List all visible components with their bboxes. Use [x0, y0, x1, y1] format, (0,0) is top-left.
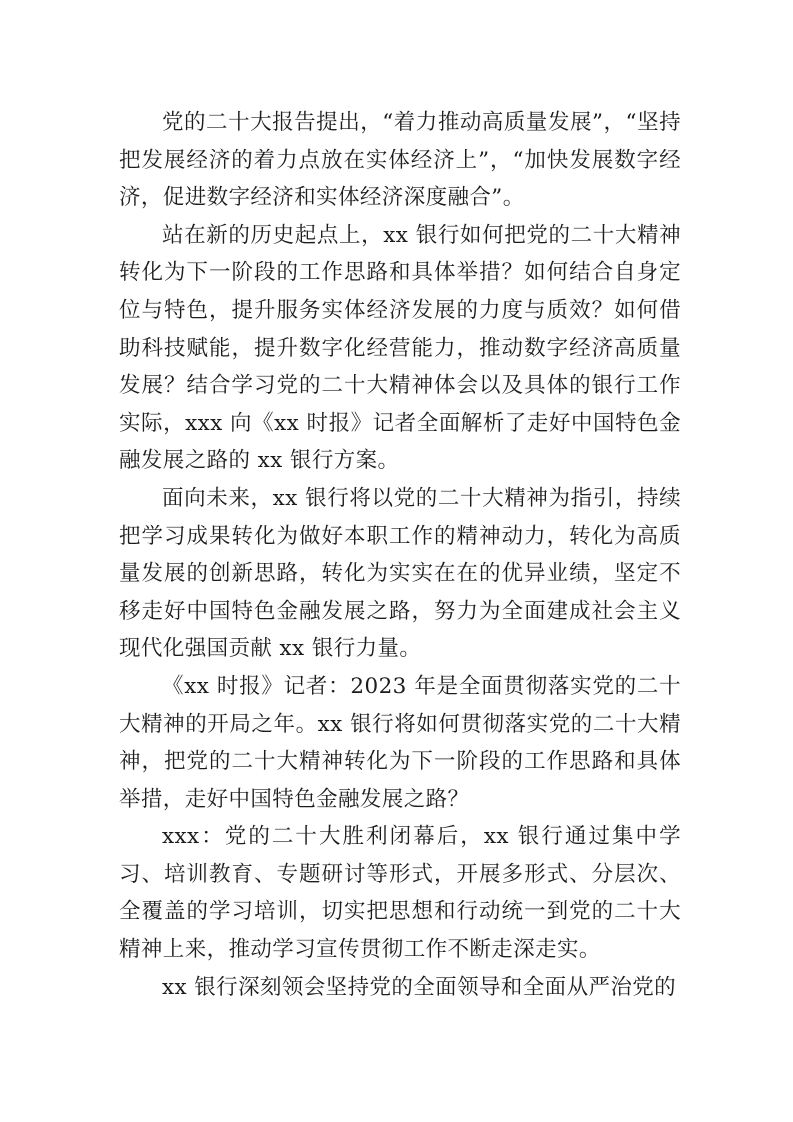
- paragraph: 党的二十大报告提出，“着力推动高质量发展”，“坚持把发展经济的着力点放在实体经济上”，“加快发展数字经济，促进数字经济和实体经济深度融合”。: [119, 110, 681, 211]
- paragraph: xx 银行深刻领会坚持党的全面领导和全面从严治党的: [162, 974, 677, 1000]
- paragraph: 面向未来，xx 银行将以党的二十大精神为指引，持续把学习成果转化为做好本职工作的精神动力，转化为高质量发展的创新思路，转化为实实在在的优异业绩，坚定不移走好中国特色金融发展之路，努力为全面建成社会主义现代化强国贡献 xx 银行力量。: [119, 485, 681, 662]
- paragraph: 《xx 时报》记者：2023 年是全面贯彻落实党的二十大精神的开局之年。xx 银行将如何贯彻落实党的二十大精神，把党的二十大精神转化为下一阶段的工作思路和具体举措，走好中国特色金融发展之路？: [119, 673, 681, 812]
- paragraph: xxx：党的二十大胜利闭幕后，xx 银行通过集中学习、培训教育、专题研讨等形式，开展多形式、分层次、全覆盖的学习培训，切实把思想和行动统一到党的二十大精神上来，推动学习宣传贯彻工作不断走深走实。: [119, 824, 681, 963]
- document-body: [119, 104, 681, 1006]
- paragraph: 站在新的历史起点上，xx 银行如何把党的二十大精神转化为下一阶段的工作思路和具体举措？如何结合自身定位与特色，提升服务实体经济发展的力度与质效？如何借助科技赋能，提升数字化经营能力，推动数字经济高质量发展？结合学习党的二十大精神体会以及具体的银行工作实际，xxx 向《xx 时报》记者全面解析了走好中国特色金融发展之路的 xx 银行方案。: [119, 222, 681, 474]
